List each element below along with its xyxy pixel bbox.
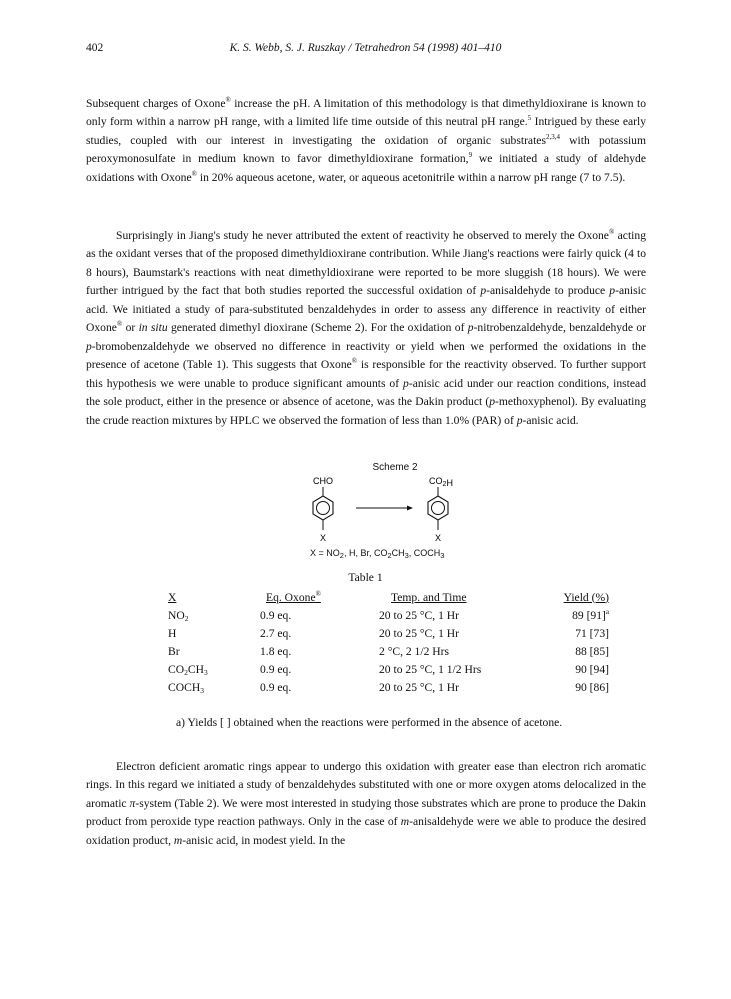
cell-substituent: Br xyxy=(168,644,180,658)
table-footnote: a) Yields [ ] obtained when the reactions were performed in the absence of acetone. xyxy=(176,716,563,729)
cell-yield: 90 [86] xyxy=(575,681,609,695)
cell-eq-oxone: 0.9 eq. xyxy=(260,608,292,622)
scheme-title: Scheme 2 xyxy=(372,462,418,473)
cell-eq-oxone: 0.9 eq. xyxy=(260,681,292,695)
product-group-label: $CO_2H$ xyxy=(429,476,453,488)
header-x: X xyxy=(168,590,177,604)
cell-substituent: $COCH_3$ xyxy=(168,681,204,696)
cell-eq-oxone: 1.8 eq. xyxy=(260,644,292,658)
cell-yield: 88 [85] xyxy=(575,644,609,658)
cell-substituent: $NO_2$ xyxy=(168,608,189,623)
table-row xyxy=(168,624,609,642)
product-benzene-ring xyxy=(428,496,448,520)
cell-yield: 71 [73] xyxy=(575,626,609,640)
cell-temp-time: 20 to 25 °C, 1 Hr xyxy=(379,681,459,695)
paragraph-3: Electron deficient aromatic rings appear to undergo this oxidation with greater ease than electron rich aromatic rings. In this regard we initiated a study of benzaldehydes substituted with one or more oxygen atoms delocalized in the aromatic π-system (Table 2). We were most interested in studying those substrates which are prone to produce the Dakin product from peroxide type reaction pathways. Only in the case of m-anisaldehyde were we able to produce the desired oxidation product, m-anisic acid, in modest yield. In the xyxy=(86,760,646,847)
header-temp-time: Temp. and Time xyxy=(391,590,467,604)
header-yield: Yield (%) xyxy=(563,590,609,604)
table-row xyxy=(168,606,609,624)
table-row xyxy=(168,679,609,697)
header-eq-oxone: Eq. Oxone® xyxy=(266,589,321,604)
cell-temp-time: 20 to 25 °C, 1 Hr xyxy=(379,626,459,640)
table-row xyxy=(168,642,609,660)
cell-substituent: $CO_2CH_3$ xyxy=(168,663,208,678)
table-1 xyxy=(168,588,609,697)
cell-temp-time: 20 to 25 °C, 1 1/2 Hrs xyxy=(379,663,482,677)
paragraph-2: Surprisingly in Jiang's study he never attributed the extent of reactivity he observed to merely the Oxone® acting as the oxidant verses that of the proposed dimethyldioxirane contribution. While Jiang's reactions were fairly quick (4 to 8 hours), Baumstark's reactions with neat dimethyldioxirane were reported to be more sluggish (18 hours). We were further intrigued by the fact that both studies reported the successful oxidation of p-anisaldehyde to produce p-anisic acid. We initiated a study of para-substituted benzaldehydes in order to assess any difference in reactivity of either Oxone® or in situ generated dimethyl dioxirane (Scheme 2). For the oxidation of p-nitrobenzaldehyde, benzaldehyde or p-bromobenzaldehyde we observed no difference in reactivity or yield when we performed the oxidations in the presence of acetone (Table 1). This suggests that Oxone® is responsible for the reactivity observed. To further support this hypothesis we were unable to produce significant amounts of p-anisic acid under our reaction conditions, instead the sole product, either in the presence or absence of acetone, was the Dakin product (p-methoxyphenol). By evaluating the crude reaction mixtures by HPLC we observed the formation of less than 1.0% (PAR) of p-anisic acid. xyxy=(86,228,646,427)
scheme-caption: $X = NO_2$, H, Br, $CO_2CH_3$, $COCH_3$ xyxy=(310,548,445,560)
cell-yield: 90 [94] xyxy=(575,663,609,677)
table-header-row xyxy=(168,588,609,606)
reactant-benzene-ring xyxy=(313,496,333,520)
cell-temp-time: 20 to 25 °C, 1 Hr xyxy=(379,608,459,622)
cell-temp-time: 2 °C, 2 1/2 Hrs xyxy=(379,644,450,658)
cell-yield: 89 $[91]^a$ xyxy=(572,607,609,622)
table-row xyxy=(168,661,609,679)
paragraph-1: Subsequent charges of Oxone® increase the pH. A limitation of this methodology is that dimethyldioxirane is known to only form within a narrow pH range, with a limited life time outside of this neutral pH range.$^5$ Intrigued by these early studies, coupled with our interest in investigating the oxidation of organic substrates$^{2,3,4}$ with potassium peroxymonosulfate in medium known to favor dimethyldioxirane formation,$^9$ we initiated a study of aldehyde oxidations with Oxone® in 20% aqueous acetone, water, or aqueous acetonitrile within a narrow pH range (7 to 7.5). xyxy=(86,96,646,184)
table-title: Table 1 xyxy=(348,571,383,584)
cell-eq-oxone: 0.9 eq. xyxy=(260,663,292,677)
cell-eq-oxone: 2.7 eq. xyxy=(260,626,292,640)
running-head: K. S. Webb, S. J. Ruszkay / Tetrahedron 54 (1998) 401–410 xyxy=(229,42,502,54)
cell-substituent: H xyxy=(168,626,177,640)
reactant-group-label: CHO xyxy=(313,476,333,486)
page-number: 402 xyxy=(86,42,104,54)
product-substituent-label: X xyxy=(434,533,442,543)
arrow-head xyxy=(407,506,413,511)
reactant-substituent-label: X xyxy=(319,533,327,543)
